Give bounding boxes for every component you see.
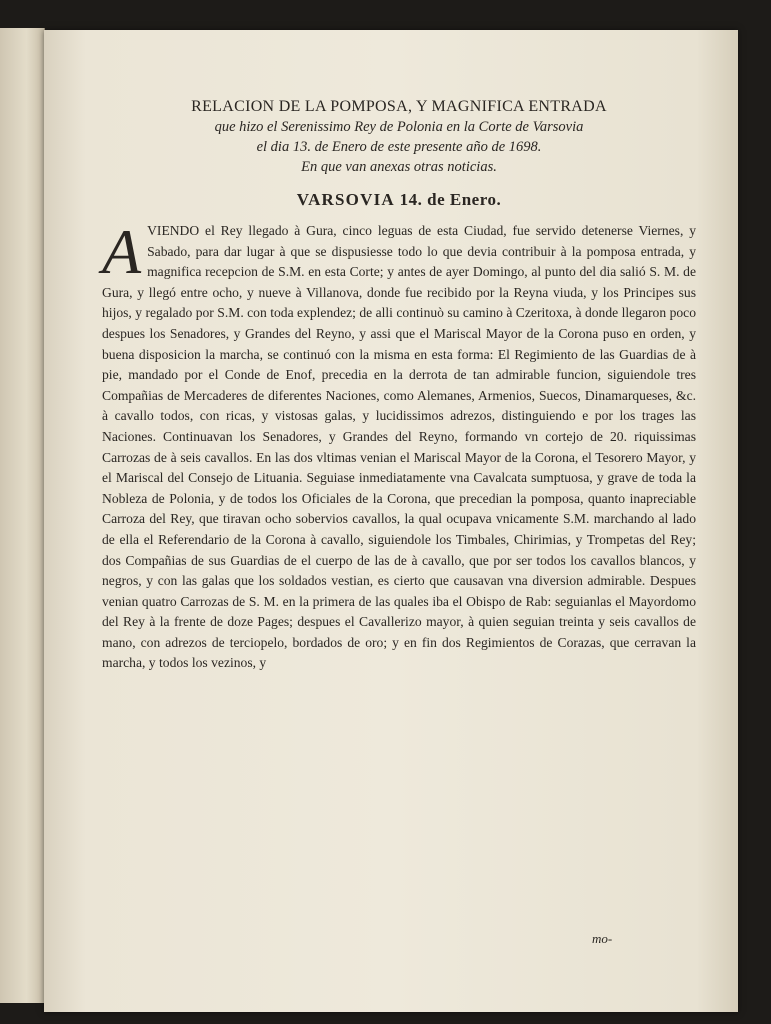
body-paragraph	[102, 216, 696, 674]
subtitle-line-3: En que van anexas otras noticias.	[301, 159, 497, 175]
document-title: RELACION DE LA POMPOSA, Y MAGNIFICA ENTRADA	[191, 98, 607, 115]
subtitle-line-2: el dia 13. de Enero de este presente año de 1698.	[256, 139, 542, 155]
subtitle-line-1: que hizo el Serenissimo Rey de Polonia en la Corte de Varsovia	[214, 119, 584, 135]
dateline-place: VARSOVIA	[296, 190, 395, 209]
facing-page-edge	[0, 28, 45, 1003]
document-page	[44, 30, 738, 1012]
drop-cap: A	[102, 216, 142, 287]
catchword: mo-	[592, 931, 613, 946]
dateline-date: 14. de Enero.	[399, 190, 502, 209]
body-text: VIENDO el Rey llegado à Gura, cinco leguas de esta Ciudad, fue servido detenerse Viernes, y Sabado, para dar lugar à que se dispusiesse todo lo que devia contribuir à la pomposa entrada, y magnifica recepcion de S.M. en esta Corte; y antes de ayer Domingo, al punto del dia salió S. M. de Gura, y llegó entre ocho, y nueve à Villanova, donde fue recibido por la Reyna viuda, y los Principes sus hijos, y regalado por S.M. con toda explendez; de alli continuò su camino à Czeritoxa, à donde llegaron poco despues los Senadores, y Grandes del Reyno, y assi que el Mariscal Mayor de la Corona puso en orden, y buena disposicion la marcha, se continuó con la misma en esta forma: El Regimiento de las Guardias de à pie, mandado por el Conde de Enof, precedia en la derrota de tan admirable funcion, siguiendole tres Compañias de Mercaderes de diferentes Naciones, como Alemanes, Armenios, Suecos, Dinamarqueses, &c. à cavallo todos, con ricas, y vistosas galas, y lucidissimos adrezos, distinguiendo e por los trages las Naciones. Continuavan los Senadores, y Grandes del Reyno, formando vn cortejo de 20. riquissimas Carrozas de à seis cavallos. En las dos vltimas venian el Mariscal Mayor de la Corona, el Tesorero Mayor, y el Mariscal del Consejo de Lituania. Seguiase inmediatamente vna Cavalcata sumptuosa, y grave de toda la Nobleza de Polonia, y de todos los Oficiales de la Corona, que precedian la pomposa, quanto inapreciable Carroza del Rey, que tiravan ocho sobervios cavallos, la qual ocupava vnicamente S.M. marchando al lado de ella el Referendario de la Corona à cavallo, siguiendole los Timbales, Chirimias, y Trompetas del Rey; dos Compañias de sus Guardias de el cuerpo de las de à cavallo, que por ser todos los cavallos blancos, y negros, y con las galas que los soldados vestian, es cierto que causavan vna diversion admirable. Despues venian quatro Carrozas de S. M. en la primera de las quales iba el Obispo de Rab: seguianlas el Mayordomo del Rey à la frente de doze Pages; despues el Cavallerizo mayor, à quien seguian treinta y seis cavallos de mano, con adrezos de terciopelo, bordados de oro; y en fin dos Regimientos de Corazas, que cerravan la marcha, y todos los vezinos, y	[102, 223, 696, 671]
page-content	[102, 96, 696, 674]
dateline-heading	[102, 189, 696, 211]
